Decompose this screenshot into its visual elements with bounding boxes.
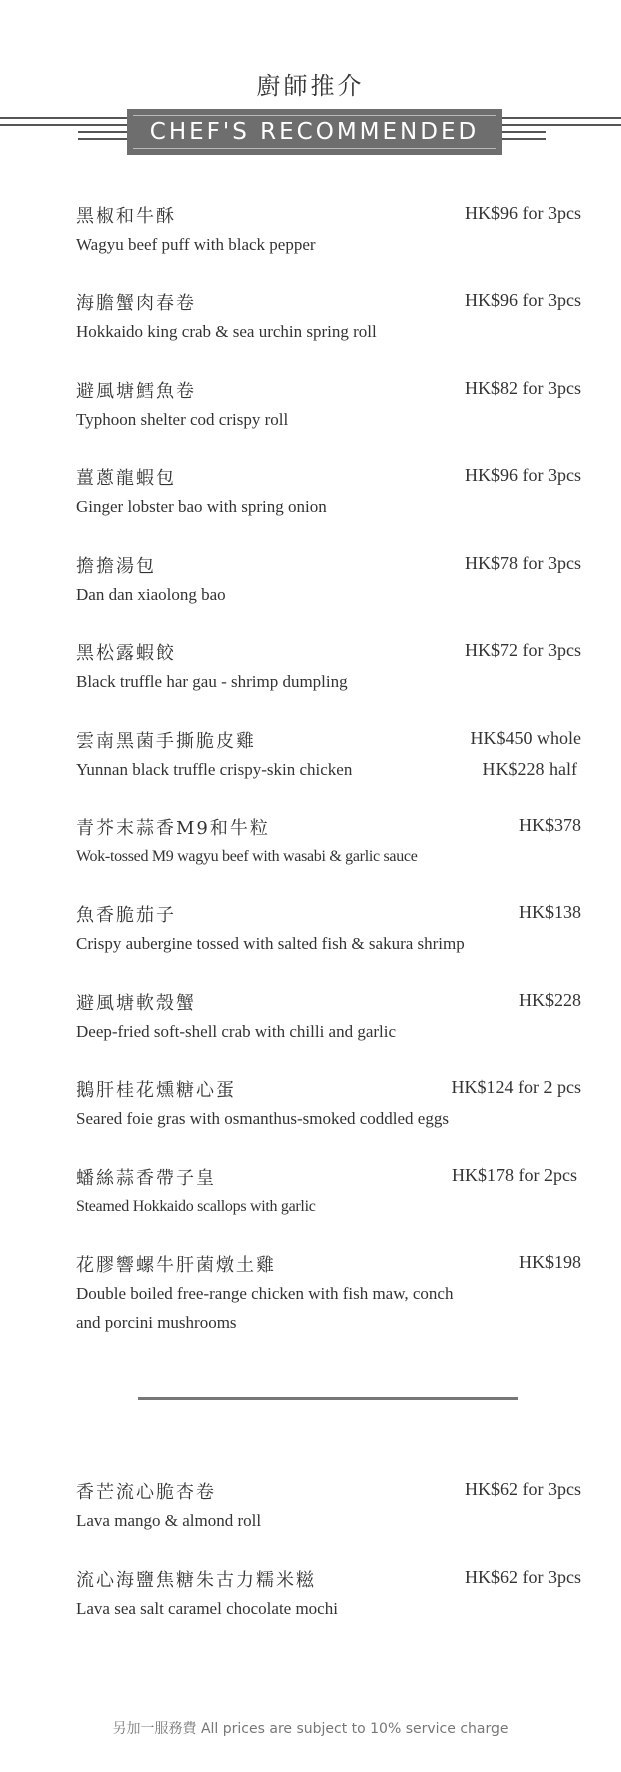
item-price: HK$62 for 3pcs xyxy=(465,1567,581,1587)
menu-item xyxy=(76,639,581,696)
item-price: HK$62 for 3pcs xyxy=(465,1479,581,1499)
item-name-en: Yunnan black truffle crispy-skin chicken xyxy=(76,760,353,779)
item-name-en: Crispy aubergine tossed with salted fish & sakura shrimp xyxy=(76,934,465,953)
item-name-cn: 鵝肝桂花燻糖心蛋 xyxy=(76,1080,236,1101)
menu-item xyxy=(76,464,581,521)
dessert-item xyxy=(76,1566,581,1623)
item-price: HK$378 xyxy=(519,815,581,835)
item-name-en: Hokkaido king crab & sea urchin spring roll xyxy=(76,322,377,341)
menu-item xyxy=(76,1164,581,1221)
menu-item xyxy=(76,202,581,259)
item-name-en: Double boiled free-range chicken with fish maw, conch xyxy=(76,1284,454,1303)
item-name-en: Dan dan xiaolong bao xyxy=(76,585,226,604)
banner-line-right-1 xyxy=(490,117,621,119)
item-name-cn: 雲南黑菌手撕脆皮雞 xyxy=(76,731,256,752)
menu-item xyxy=(76,727,581,784)
item-price: HK$228 xyxy=(519,990,581,1010)
menu-item xyxy=(76,552,581,609)
menu-item xyxy=(76,289,581,346)
item-name-en: Black truffle har gau - shrimp dumpling xyxy=(76,672,348,691)
item-name-cn: 蟠絲蒜香帶子皇 xyxy=(76,1168,216,1189)
item-name-cn: 青芥末蒜香M9和牛粒 xyxy=(76,818,270,839)
menu-item xyxy=(76,377,581,434)
item-price: HK$82 for 3pcs xyxy=(465,378,581,398)
item-price: HK$96 for 3pcs xyxy=(465,203,581,223)
banner-line-left-2 xyxy=(0,124,140,126)
item-name-cn: 避風塘軟殼蟹 xyxy=(76,993,196,1014)
banner-line-left-1 xyxy=(0,117,140,119)
item-name-en: Deep-fried soft-shell crab with chilli and garlic xyxy=(76,1022,397,1041)
service-charge-note: 另加一服務費 All prices are subject to 10% service charge xyxy=(112,1721,509,1737)
banner-line-right-2 xyxy=(490,124,621,126)
banner xyxy=(127,109,502,155)
item-price: HK$96 for 3pcs xyxy=(465,290,581,310)
menu-item xyxy=(76,814,581,871)
item-price: HK$96 for 3pcs xyxy=(465,465,581,485)
item-name-en: Seared foie gras with osmanthus-smoked coddled eggs xyxy=(76,1109,449,1128)
item-price: HK$124 for 2 pcs xyxy=(451,1077,581,1097)
item-price: HK$178 for 2pcs xyxy=(452,1165,577,1185)
item-price-half: HK$228 half xyxy=(482,759,577,779)
menu-item xyxy=(76,1251,581,1337)
item-name-cn: 香芒流心脆杏卷 xyxy=(76,1482,216,1503)
item-price: HK$138 xyxy=(519,902,581,922)
item-name-cn: 流心海鹽焦糖朱古力糯米糍 xyxy=(76,1570,316,1591)
item-price: HK$450 whole xyxy=(470,728,581,748)
menu-item xyxy=(76,1076,581,1133)
item-name-cn: 黑松露蝦餃 xyxy=(76,643,176,664)
section-divider xyxy=(138,1397,518,1400)
item-name-cn: 黑椒和牛酥 xyxy=(76,206,176,227)
dessert-item xyxy=(76,1478,581,1535)
item-name-en: Steamed Hokkaido scallops with garlic xyxy=(76,1198,316,1215)
banner-title: CHEF'S RECOMMENDED xyxy=(149,119,480,145)
item-name-cn: 薑蔥龍蝦包 xyxy=(76,468,176,489)
item-price: HK$78 for 3pcs xyxy=(465,553,581,573)
item-price: HK$198 xyxy=(519,1252,581,1272)
menu-item xyxy=(76,901,581,958)
item-name-en: Wagyu beef puff with black pepper xyxy=(76,235,316,254)
menu-item xyxy=(76,989,581,1046)
item-name-en-line2: and porcini mushrooms xyxy=(76,1313,237,1332)
item-name-en: Lava sea salt caramel chocolate mochi xyxy=(76,1599,338,1618)
item-name-cn: 海膽蟹肉春卷 xyxy=(76,293,196,314)
item-price: HK$72 for 3pcs xyxy=(465,640,581,660)
item-name-en: Wok-tossed M9 wagyu beef with wasabi & garlic sauce xyxy=(76,848,418,865)
item-name-en: Lava mango & almond roll xyxy=(76,1511,262,1530)
item-name-en: Typhoon shelter cod crispy roll xyxy=(76,410,289,429)
item-name-cn: 魚香脆茄子 xyxy=(76,905,176,926)
header-title-cn: 廚師推介 xyxy=(256,72,365,100)
item-name-cn: 擔擔湯包 xyxy=(76,556,156,577)
item-name-cn: 避風塘鱈魚卷 xyxy=(76,381,196,402)
item-name-en: Ginger lobster bao with spring onion xyxy=(76,497,327,516)
item-name-cn: 花膠響螺牛肝菌燉土雞 xyxy=(76,1255,276,1276)
